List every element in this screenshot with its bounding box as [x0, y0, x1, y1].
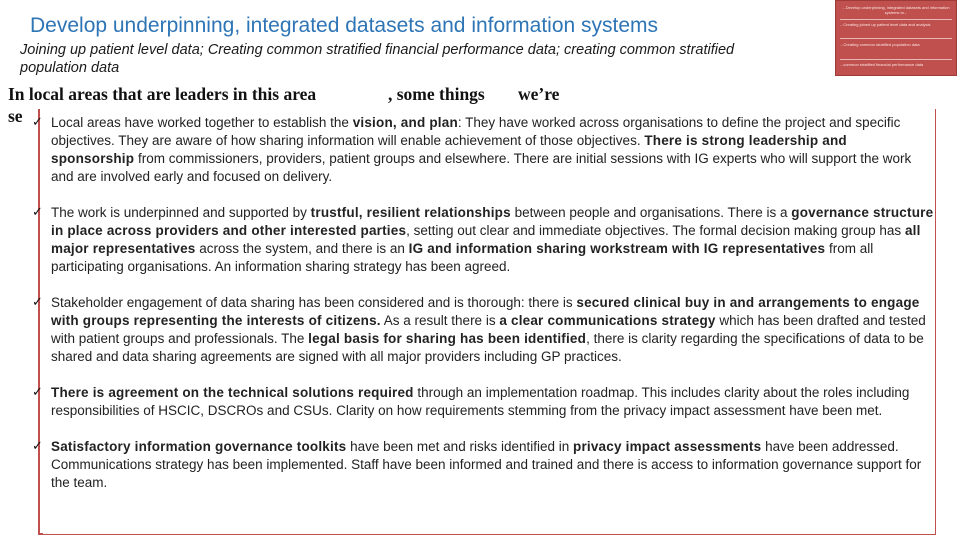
thumbnail-divider: [840, 19, 952, 20]
emphasis-text: governance structure in place across providers and other interested parties: [51, 205, 934, 238]
thumbnail-divider: [840, 59, 952, 60]
emphasis-text: privacy impact assessments: [573, 439, 762, 454]
item-text: Stakeholder engagement of data sharing has been considered and is thorough: there is: [51, 295, 577, 310]
item-text: As a result there is: [380, 313, 500, 328]
emphasis-text: a clear communications strategy: [499, 313, 716, 328]
checklist: [32, 114, 934, 492]
item-text: have been met and risks identified in: [346, 439, 573, 454]
emphasis-text: secured clinical buy in and arrangements to engage with groups representing the interests of citizens.: [51, 295, 920, 328]
checklist-item: [32, 114, 934, 186]
checklist-item: [32, 384, 934, 420]
checkmark-icon: ✓: [32, 385, 43, 400]
item-text: , there is clarity regarding the specifications of data to be shared and data sharing agreements are signed with all major providers including GP practices.: [51, 331, 924, 364]
item-text: , setting out clear and immediate objectives. The formal decision making group has: [406, 223, 905, 238]
heading-part-3: we’re: [518, 84, 560, 104]
thumbnail-line: ...Creating common stratified population data: [840, 42, 920, 47]
slide-subtitle: Joining up patient level data; Creating common stratified financial performance data; creating common stratified population data: [20, 42, 735, 76]
emphasis-text: trustful, resilient relationships: [310, 205, 511, 220]
heading-part-2: , some things: [388, 84, 485, 104]
item-text: which has been drafted and tested with patient groups and professionals. The: [51, 313, 926, 346]
checkmark-icon: ✓: [32, 295, 43, 310]
item-text: from all participating organisations. An information sharing strategy has been agreed.: [51, 241, 874, 274]
item-text: The work is underpinned and supported by: [51, 205, 311, 220]
item-text: through an implementation roadmap. This includes clarity about the roles including responsibilities of HSCIC, DSCROs and CSUs. Clarity on how requirements stemming from the privacy impact assessment have been met.: [51, 385, 910, 418]
emphasis-text: vision, and plan: [352, 115, 458, 130]
thumbnail-line: ...common stratified financial performance data: [840, 62, 924, 67]
item-text: between people and organisations. There is a: [510, 205, 792, 220]
item-text: from commissioners, providers, patient groups and elsewhere. There are initial sessions with IG experts who will support the work and are involved early and focused on delivery.: [51, 151, 912, 184]
checkmark-icon: ✓: [32, 205, 43, 220]
checkmark-icon: ✓: [32, 439, 43, 454]
thumbnail-line: ...Develop underpinning, integrated datasets and information systems to...: [842, 5, 950, 15]
heading-part-4: se: [8, 106, 23, 126]
emphasis-text: IG and information sharing workstream with IG representatives: [408, 241, 826, 256]
slide-thumbnail[interactable]: [835, 0, 957, 76]
checklist-item: [32, 204, 934, 276]
thumbnail-divider: [840, 38, 952, 39]
checklist-item: [32, 294, 934, 366]
item-text: have been addressed. Communications strategy has been implemented. Staff have been informed and trained and there is access to information governance support for the team.: [51, 439, 922, 490]
heading-part-1: In local areas that are leaders in this area: [8, 84, 317, 104]
checkmark-icon: ✓: [32, 115, 43, 130]
emphasis-text: Satisfactory information governance toolkits: [51, 439, 347, 454]
emphasis-text: There is strong leadership and sponsorship: [51, 133, 847, 166]
item-text: : They have worked across organisations to define the project and specific objectives. They are aware of how sharing information will enable achievement of those objectives.: [51, 115, 901, 148]
emphasis-text: legal basis for sharing has been identified: [308, 331, 587, 346]
item-text: Local areas have worked together to establish the: [51, 115, 353, 130]
emphasis-text: all major representatives: [51, 223, 921, 256]
thumbnail-line: ...Creating joined up patient level data and analysis: [840, 22, 931, 27]
slide-title: Develop underpinning, integrated datasets and information systems: [30, 14, 659, 37]
emphasis-text: There is agreement on the technical solutions required: [51, 385, 414, 400]
item-text: across the system, and there is an: [195, 241, 409, 256]
checklist-item: [32, 438, 934, 492]
